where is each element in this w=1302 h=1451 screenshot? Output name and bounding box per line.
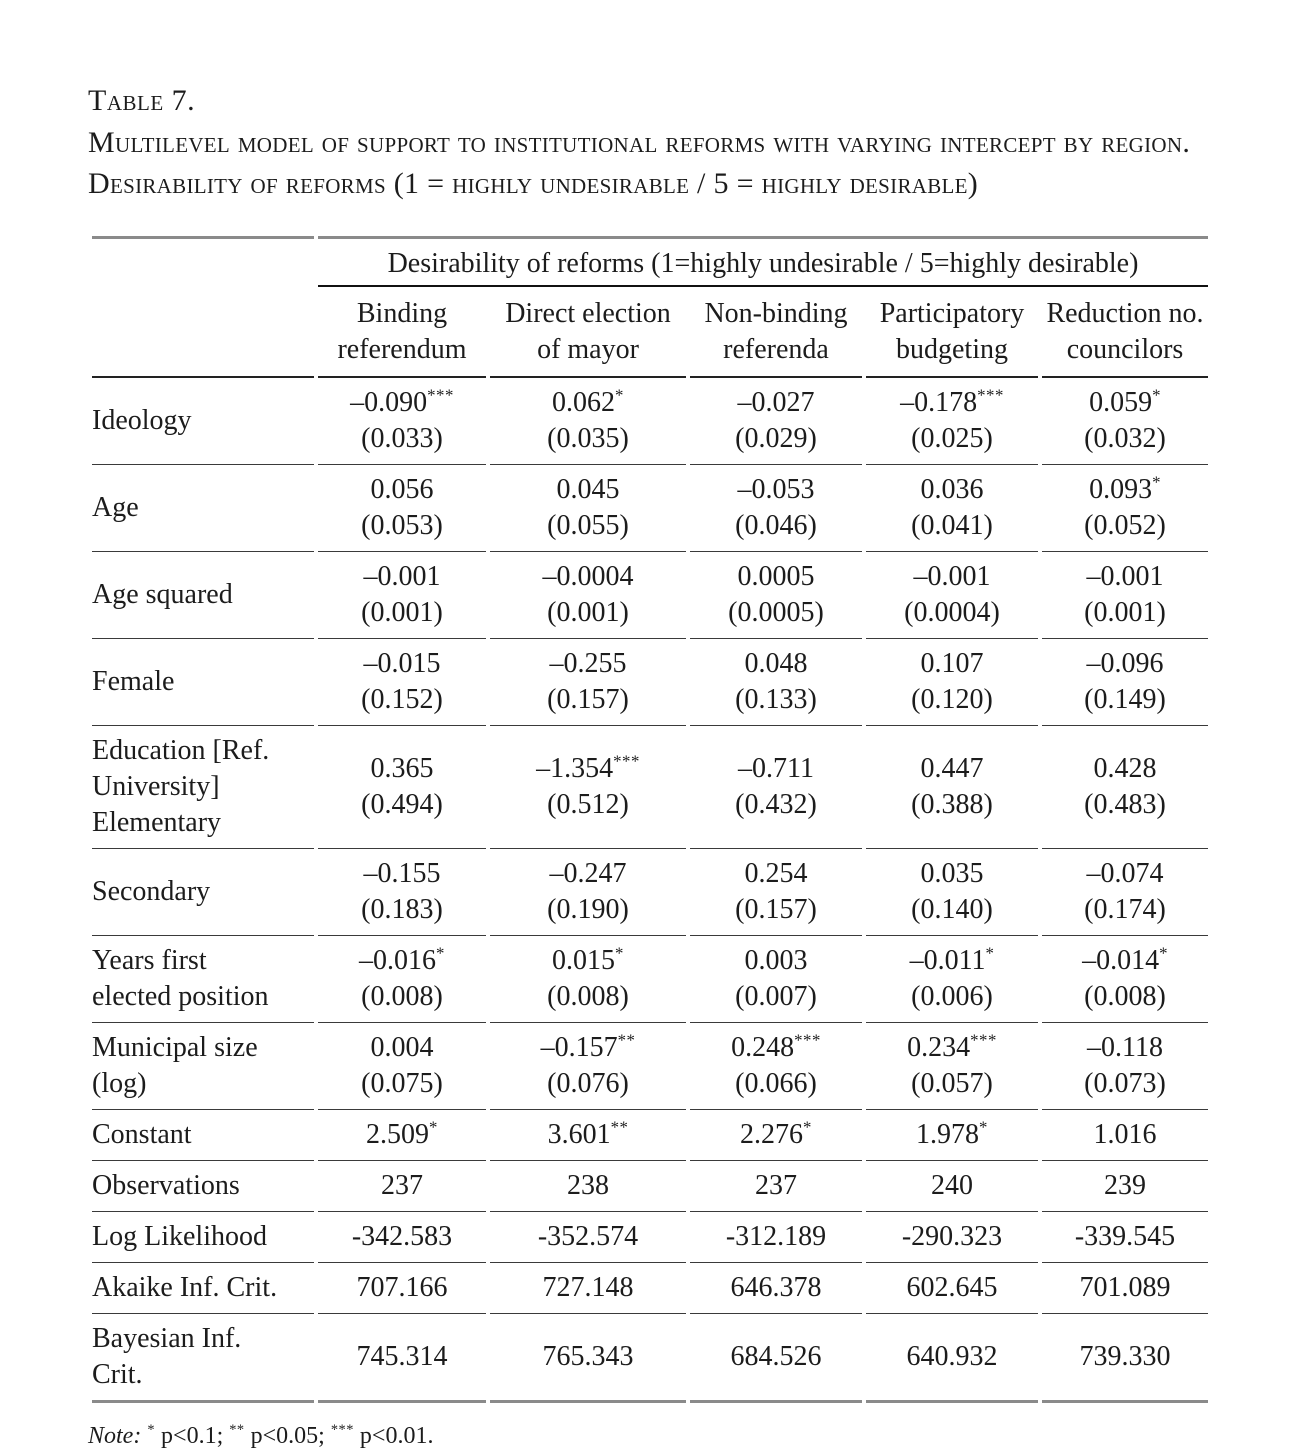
table-row [92,936,1208,1023]
results-table [88,236,1212,1403]
significance-stars: ** [610,1117,629,1137]
significance-stars: *** [613,751,640,771]
coefficient: 0.365 [370,753,434,784]
standard-error: (0.057) [911,1068,993,1099]
coefficient: 0.062* [552,385,624,418]
value-cell [690,1110,862,1161]
table-caption: Multilevel model of support to institutional reforms with varying intercept by region. Desirability of reforms (1 = highly undesirable / 5 = highly desirable) [88,126,1191,200]
coefficient: –0.001 [363,561,441,592]
standard-error: (0.075) [361,1068,443,1099]
coefficient: -312.189 [725,1221,827,1252]
standard-error: (0.006) [911,981,993,1012]
significance-stars: * [1152,472,1161,492]
value-cell [866,1161,1038,1212]
coefficient: 237 [755,1170,797,1201]
table-row [92,465,1208,552]
note-segment: ** p<0.05; [229,1422,325,1449]
coefficient: 1.016 [1093,1119,1157,1150]
coefficient: 237 [381,1170,423,1201]
table-number-label: Table 7. [88,84,196,117]
standard-error: (0.140) [911,894,993,925]
coefficient: 0.447 [920,753,984,784]
coefficient: 0.036 [920,474,984,505]
coefficient: 0.428 [1093,753,1157,784]
value-cell [690,1263,862,1314]
value-cell [490,465,686,552]
value-cell [1042,1212,1208,1263]
value-cell [318,1263,486,1314]
value-cell [318,936,486,1023]
table-row [92,849,1208,936]
value-cell [1042,552,1208,639]
row-label: Secondary [92,849,314,936]
standard-error: (0.053) [361,510,443,541]
coefficient: 0.254 [744,858,808,889]
value-cell [1042,1263,1208,1314]
value-cell [690,465,862,552]
significance-stars: * [979,1117,988,1137]
value-cell [490,1263,686,1314]
coefficient: 0.248*** [731,1030,821,1063]
value-cell [490,378,686,465]
value-cell [690,936,862,1023]
value-cell [490,849,686,936]
significance-stars: * [615,943,624,963]
value-cell [1042,726,1208,849]
standard-error: (0.157) [547,684,629,715]
coefficient: 0.003 [744,945,808,976]
row-label: Years first elected position [92,936,314,1023]
value-cell [490,639,686,726]
value-cell [690,1161,862,1212]
value-cell [490,1161,686,1212]
standard-error: (0.008) [547,981,629,1012]
significance-stars: *** [330,1422,354,1438]
coefficient: –0.016* [359,943,445,976]
coefficient: –0.096 [1086,648,1164,679]
coefficient: -352.574 [537,1221,639,1252]
coefficient: 739.330 [1079,1341,1171,1372]
coefficient: 0.015* [552,943,624,976]
significance-stars: *** [427,385,454,405]
coefficient: –0.014* [1082,943,1168,976]
value-cell [490,1110,686,1161]
value-cell [690,849,862,936]
column-header-direct-election-of-mayor: Direct election of mayor [490,287,686,378]
standard-error: (0.152) [361,684,443,715]
table-header [92,236,1208,378]
table-row [92,1023,1208,1110]
coefficient: 2.276* [740,1117,812,1150]
coefficient: –0.178*** [900,385,1004,418]
value-cell [1042,936,1208,1023]
coefficient: 0.0005 [737,561,815,592]
span-header-row [92,236,1208,287]
row-label: Bayesian Inf. Crit. [92,1314,314,1403]
value-cell [866,1110,1038,1161]
value-cell [1042,465,1208,552]
note-label: Note: [88,1423,142,1449]
row-label: Log Likelihood [92,1212,314,1263]
coefficient: 0.035 [920,858,984,889]
row-label: Municipal size (log) [92,1023,314,1110]
coefficient: 240 [931,1170,973,1201]
coefficient: –0.711 [738,753,814,784]
table-row [92,639,1208,726]
value-cell [318,1161,486,1212]
value-cell [690,639,862,726]
standard-error: (0.388) [911,789,993,820]
standard-error: (0.432) [735,789,817,820]
coefficient: 0.004 [370,1032,434,1063]
standard-error: (0.190) [547,894,629,925]
note-segments [141,1423,433,1449]
column-header-row [92,287,1208,378]
note-segment: *** p<0.01. [330,1422,434,1449]
significance-stars: * [615,385,624,405]
coefficient: -339.545 [1074,1221,1176,1252]
value-cell [1042,849,1208,936]
table-row [92,1314,1208,1403]
value-cell [318,1110,486,1161]
coefficient: -342.583 [351,1221,453,1252]
value-cell [866,1023,1038,1110]
value-cell [318,1212,486,1263]
value-cell [318,1314,486,1403]
coefficient: –0.155 [363,858,441,889]
value-cell [866,936,1038,1023]
coefficient: 1.978* [916,1117,988,1150]
coefficient: –0.053 [737,474,815,505]
row-label: Age squared [92,552,314,639]
standard-error: (0.174) [1084,894,1166,925]
coefficient: 701.089 [1079,1272,1171,1303]
value-cell [1042,1110,1208,1161]
table-row [92,1263,1208,1314]
standard-error: (0.007) [735,981,817,1012]
significance-stars: ** [229,1422,245,1438]
coefficient: –0.090*** [350,385,454,418]
value-cell [690,1212,862,1263]
table-row [92,552,1208,639]
coefficient: –0.247 [549,858,627,889]
value-cell [866,639,1038,726]
significance-stars: * [803,1117,812,1137]
column-header-binding-referendum: Binding referendum [318,287,486,378]
significance-stars: *** [794,1030,821,1050]
coefficient: –0.157** [540,1030,636,1063]
significance-stars: * [1152,385,1161,405]
standard-error: (0.076) [547,1068,629,1099]
value-cell [866,1212,1038,1263]
value-cell [866,378,1038,465]
standard-error: (0.066) [735,1068,817,1099]
coefficient: –0.118 [1087,1032,1163,1063]
coefficient: 0.048 [744,648,808,679]
table-row [92,1161,1208,1212]
value-cell [866,849,1038,936]
value-cell [490,1023,686,1110]
row-label: Constant [92,1110,314,1161]
value-cell [490,726,686,849]
significance-stars: * [1159,943,1168,963]
standard-error: (0.001) [547,597,629,628]
standard-error: (0.073) [1084,1068,1166,1099]
standard-error: (0.149) [1084,684,1166,715]
standard-error: (0.157) [735,894,817,925]
value-cell [690,552,862,639]
title-block [88,82,1212,204]
standard-error: (0.041) [911,510,993,541]
standard-error: (0.025) [911,423,993,454]
standard-error: (0.008) [1084,981,1166,1012]
table-row [92,726,1208,849]
row-label: Age [92,465,314,552]
standard-error: (0.0004) [904,597,1000,628]
coefficient: –0.074 [1086,858,1164,889]
coefficient: –1.354*** [536,751,640,784]
coefficient: 0.045 [556,474,620,505]
value-cell [866,465,1038,552]
value-cell [690,726,862,849]
value-cell [1042,1314,1208,1403]
significance-stars: * [147,1422,156,1438]
standard-error: (0.035) [547,423,629,454]
value-cell [690,1023,862,1110]
coefficient: –0.011* [909,943,995,976]
coefficient: 745.314 [356,1341,448,1372]
coefficient: 0.093* [1089,472,1161,505]
value-cell [1042,1023,1208,1110]
coefficient: 0.059* [1089,385,1161,418]
standard-error: (0.008) [361,981,443,1012]
standard-error: (0.055) [547,510,629,541]
standard-error: (0.183) [361,894,443,925]
value-cell [318,1023,486,1110]
value-cell [866,552,1038,639]
value-cell [690,378,862,465]
column-header-non-binding-referenda: Non-binding referenda [690,287,862,378]
corner-cell [92,236,314,287]
standard-error: (0.133) [735,684,817,715]
standard-error: (0.001) [361,597,443,628]
value-cell [490,552,686,639]
significance-stars: * [985,943,995,963]
value-cell [490,1314,686,1403]
value-cell [318,465,486,552]
standard-error: (0.029) [735,423,817,454]
row-label: Ideology [92,378,314,465]
standard-error: (0.494) [361,789,443,820]
value-cell [490,1212,686,1263]
table-body [92,378,1208,1403]
row-label: Female [92,639,314,726]
standard-error: (0.001) [1084,597,1166,628]
row-label-header [92,287,314,378]
standard-error: (0.033) [361,423,443,454]
coefficient: –0.0004 [542,561,634,592]
coefficient: 238 [567,1170,609,1201]
standard-error: (0.032) [1084,423,1166,454]
standard-error: (0.046) [735,510,817,541]
coefficient: 602.645 [906,1272,998,1303]
note-segment: * p<0.1; [147,1422,224,1449]
span-header: Desirability of reforms (1=highly undesirable / 5=highly desirable) [318,236,1208,287]
value-cell [1042,639,1208,726]
coefficient: -290.323 [901,1221,1003,1252]
coefficient: –0.001 [1086,561,1164,592]
coefficient: 0.234*** [907,1030,997,1063]
table-row [92,1110,1208,1161]
coefficient: 640.932 [906,1341,998,1372]
standard-error: (0.512) [547,789,629,820]
coefficient: 707.166 [356,1272,448,1303]
value-cell [1042,378,1208,465]
coefficient: 727.148 [542,1272,634,1303]
coefficient: –0.255 [549,648,627,679]
table-row [92,1212,1208,1263]
column-header-participatory-budgeting: Participatory budgeting [866,287,1038,378]
table-row [92,378,1208,465]
standard-error: (0.0005) [728,597,824,628]
standard-error: (0.120) [911,684,993,715]
coefficient: 3.601** [547,1117,629,1150]
standard-error: (0.052) [1084,510,1166,541]
coefficient: 2.509* [366,1117,438,1150]
coefficient: –0.027 [737,387,815,418]
column-header-reduction-no-councilors: Reduction no. councilors [1042,287,1208,378]
significance-stars: * [429,1117,438,1137]
value-cell [866,726,1038,849]
significance-stars: *** [970,1030,997,1050]
value-cell [318,378,486,465]
significance-stars: ** [617,1030,636,1050]
row-label: Akaike Inf. Crit. [92,1263,314,1314]
value-cell [318,639,486,726]
value-cell [318,849,486,936]
coefficient: 0.107 [920,648,984,679]
row-label: Education [Ref. University] Elementary [92,726,314,849]
value-cell [690,1314,862,1403]
value-cell [318,552,486,639]
row-label: Observations [92,1161,314,1212]
coefficient: 684.526 [730,1341,822,1372]
table-note [88,1421,1212,1451]
value-cell [866,1263,1038,1314]
coefficient: –0.001 [913,561,991,592]
value-cell [866,1314,1038,1403]
standard-error: (0.483) [1084,789,1166,820]
coefficient: 646.378 [730,1272,822,1303]
significance-stars: *** [977,385,1004,405]
coefficient: 239 [1104,1170,1146,1201]
coefficient: –0.015 [363,648,441,679]
coefficient: 0.056 [370,474,434,505]
value-cell [318,726,486,849]
coefficient: 765.343 [542,1341,634,1372]
significance-stars: * [436,943,445,963]
value-cell [490,936,686,1023]
value-cell [1042,1161,1208,1212]
